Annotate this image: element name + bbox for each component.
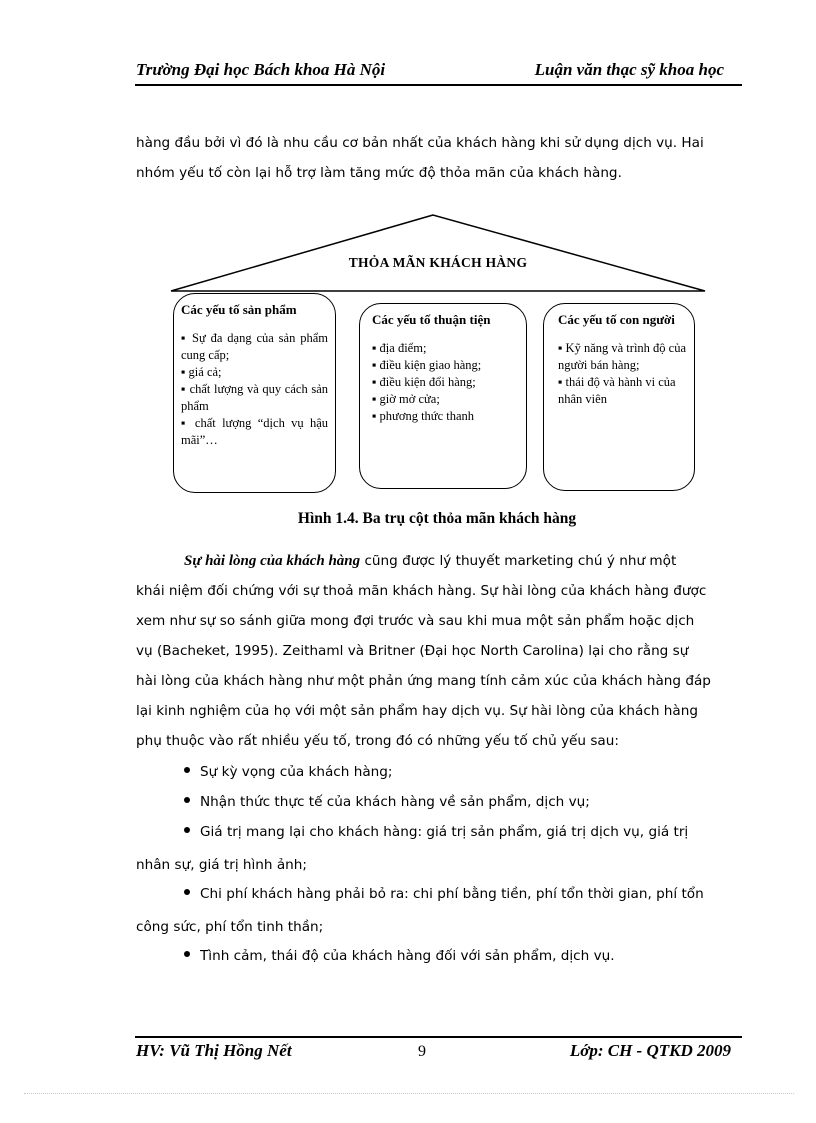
body-line: lại kinh nghiệm của họ với một sản phẩm hay dịch vụ. Sự hài lòng của khách hàng bbox=[136, 703, 698, 719]
pillar-convenience-title: Các yếu tố thuận tiện bbox=[372, 312, 491, 327]
bullet-dot-icon bbox=[184, 767, 190, 773]
pillar-product-item: ▪ giá cả; bbox=[181, 365, 222, 379]
roof-title: THỎA MÃN KHÁCH HÀNG bbox=[348, 255, 528, 270]
pillar-convenience bbox=[359, 303, 527, 489]
pillar-product-item: ▪ chất lượng “dịch vụ hậu mãi”… bbox=[181, 416, 328, 447]
bullet-text: Sự kỳ vọng của khách hàng; bbox=[200, 764, 393, 780]
pillar-product bbox=[173, 293, 336, 493]
footer-rule bbox=[135, 1036, 742, 1038]
header-thesis-type: Luận văn thạc sỹ khoa học bbox=[534, 60, 724, 79]
pillar-convenience-item: ▪ địa điểm; bbox=[372, 341, 427, 355]
page-number: 9 bbox=[418, 1043, 426, 1060]
body-line: xem như sự so sánh giữa mong đợi trước và sau khi mua một sản phẩm hoặc dịch bbox=[136, 613, 695, 629]
figure-caption: Hình 1.4. Ba trụ cột thỏa mãn khách hàng bbox=[297, 510, 577, 527]
bullet-dot-icon bbox=[184, 951, 190, 957]
body-line-1-text: cũng được lý thuyết marketing chú ý như một bbox=[360, 553, 677, 569]
bullet-dot-icon bbox=[184, 827, 190, 833]
emphasis-term: Sự hài lòng của khách hàng bbox=[184, 553, 361, 569]
body-line: vụ (Bacheket, 1995). Zeithaml và Britner (Đại học North Carolina) lại cho rằng sự bbox=[136, 643, 689, 659]
bullet-text: Giá trị mang lại cho khách hàng: giá trị sản phẩm, giá trị dịch vụ, giá trị bbox=[200, 824, 689, 840]
pillar-product-item: ▪ Sự đa dạng của sản phẩm cung cấp; bbox=[181, 331, 328, 362]
three-pillars-diagram bbox=[168, 213, 708, 513]
pillar-convenience-item: ▪ điều kiện đổi hàng; bbox=[372, 375, 476, 389]
bullet-text: Chi phí khách hàng phải bỏ ra: chi phí bằng tiền, phí tổn thời gian, phí tổn bbox=[200, 886, 704, 902]
bullet-text: Nhận thức thực tế của khách hàng về sản phẩm, dịch vụ; bbox=[200, 794, 590, 810]
body-line: phụ thuộc vào rất nhiều yếu tố, trong đó có những yếu tố chủ yếu sau: bbox=[136, 733, 619, 749]
pillar-people bbox=[543, 303, 695, 491]
pillar-convenience-item: ▪ giờ mở cửa; bbox=[372, 392, 440, 406]
body-line: hài lòng của khách hàng như một phản ứng mang tính cảm xúc của khách hàng đáp bbox=[136, 673, 711, 689]
bullet-continuation: công sức, phí tổn tinh thần; bbox=[136, 919, 324, 935]
bullet-continuation: nhân sự, giá trị hình ảnh; bbox=[136, 857, 307, 873]
pillar-convenience-item: ▪ phương thức thanh bbox=[372, 409, 475, 423]
pillar-people-title: Các yếu tố con người bbox=[558, 312, 675, 327]
pillar-product-item: ▪ chất lượng và quy cách sản phẩm bbox=[181, 382, 328, 413]
header-school: Trường Đại học Bách khoa Hà Nội bbox=[136, 60, 386, 79]
footer-class: Lớp: CH - QTKD 2009 bbox=[569, 1041, 731, 1060]
pillar-convenience-item: ▪ điều kiện giao hàng; bbox=[372, 358, 482, 372]
bullet-item bbox=[184, 824, 738, 840]
body-line-1 bbox=[136, 546, 738, 576]
intro-line-2: nhóm yếu tố còn lại hỗ trợ làm tăng mức độ thỏa mãn của khách hàng. bbox=[136, 165, 622, 181]
intro-line-1: hàng đầu bởi vì đó là nhu cầu cơ bản nhất của khách hàng khi sử dụng dịch vụ. Hai bbox=[136, 135, 704, 151]
bullet-dot-icon bbox=[184, 889, 190, 895]
footer-student: HV: Vũ Thị Hồng Nết bbox=[136, 1041, 292, 1060]
body-line: khái niệm đối chứng với sự thoả mãn khách hàng. Sự hài lòng của khách hàng được bbox=[136, 583, 707, 599]
pillar-people-item: ▪ thái độ và hành vi của nhân viên bbox=[558, 375, 676, 406]
page-bottom-dotted-line bbox=[24, 1093, 794, 1094]
bullet-item bbox=[184, 794, 590, 810]
bullet-item bbox=[184, 764, 392, 780]
bullet-dot-icon bbox=[184, 797, 190, 803]
pillar-product-title: Các yếu tố sản phẩm bbox=[181, 302, 297, 317]
pillar-people-item: ▪ Kỹ năng và trình độ của người bán hàng; bbox=[558, 341, 687, 372]
bullet-item bbox=[184, 886, 738, 902]
bullet-text: Tình cảm, thái độ của khách hàng đối với sản phẩm, dịch vụ. bbox=[200, 948, 615, 964]
bullet-item bbox=[184, 948, 615, 964]
header-rule bbox=[135, 84, 742, 86]
